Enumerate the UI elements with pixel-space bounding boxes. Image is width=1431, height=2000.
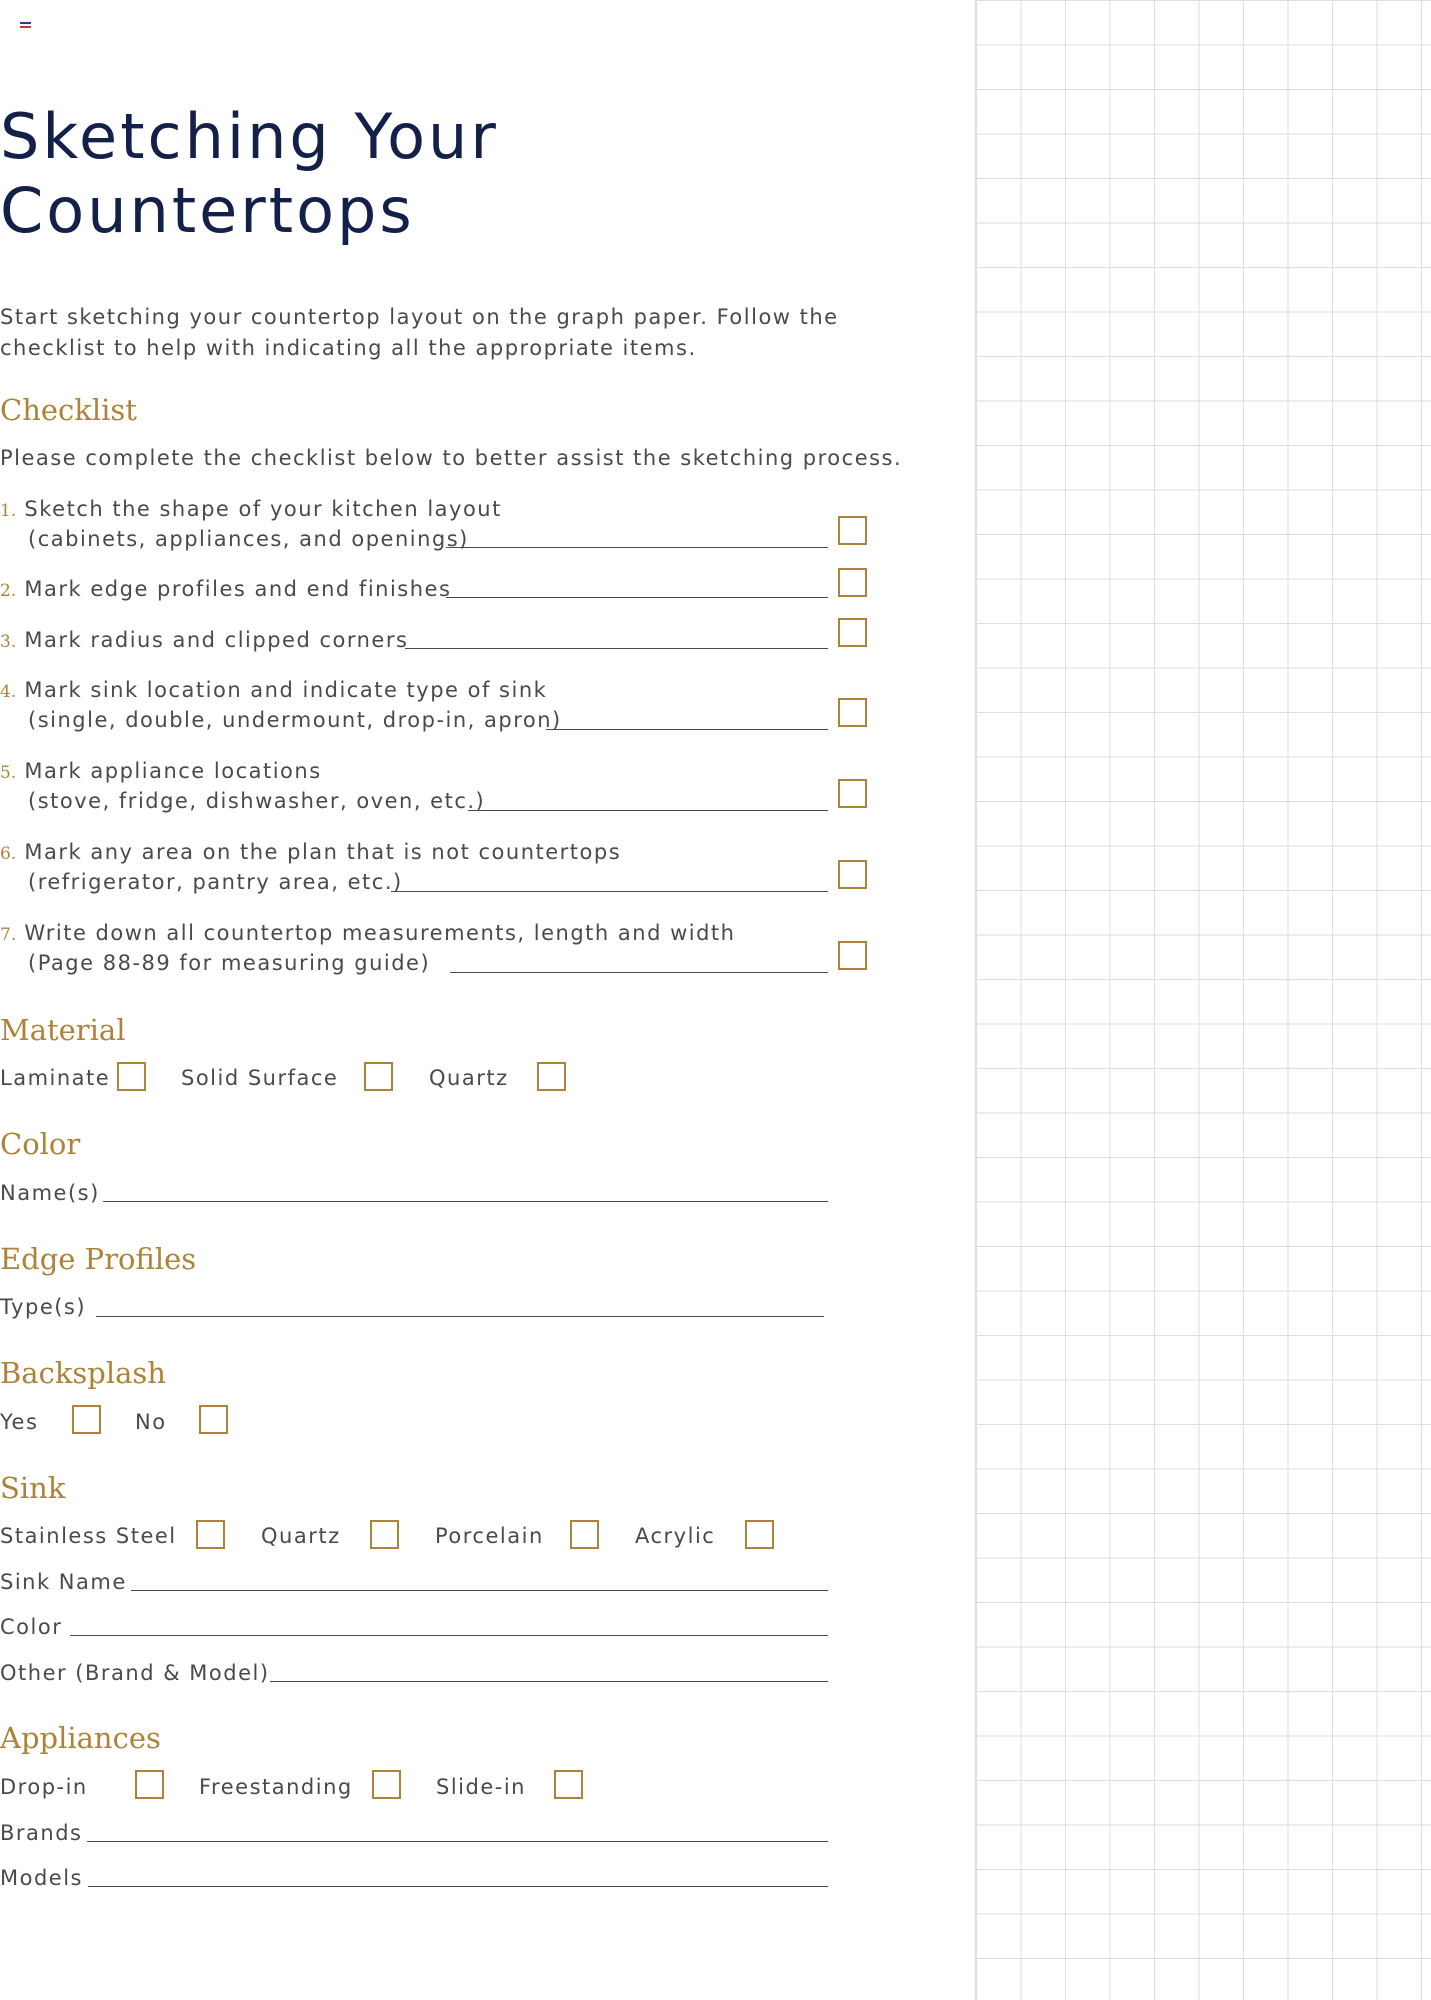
checklist-item-1-detail: (cabinets, appliances, and openings) [28, 527, 469, 551]
checklist-item-4 [0, 675, 547, 707]
appliance-models-field[interactable] [88, 1886, 828, 1887]
checklist-item-3-checkbox[interactable] [838, 618, 867, 647]
checklist-item-1-checkbox[interactable] [838, 516, 867, 545]
page-title [0, 100, 499, 248]
appliance-models-label: Models [0, 1866, 83, 1890]
color-names-field[interactable] [103, 1201, 828, 1202]
sink-color-field[interactable] [70, 1635, 828, 1636]
material-laminate-label: Laminate [0, 1066, 111, 1090]
edge-profiles-heading: Edge Profiles [0, 1242, 197, 1276]
checklist-item-6-detail: (refrigerator, pantry area, etc.) [28, 870, 403, 894]
appliance-slide-in-label: Slide-in [436, 1775, 526, 1799]
checklist-heading: Checklist [0, 393, 137, 427]
logo-icon [20, 22, 31, 30]
checklist-item-6-line [391, 891, 828, 892]
appliance-freestanding-checkbox[interactable] [372, 1770, 401, 1799]
backsplash-no-checkbox[interactable] [199, 1405, 228, 1434]
checklist-item-5-line [468, 810, 828, 811]
color-names-label: Name(s) [0, 1181, 100, 1205]
title-line-1: Sketching Your [0, 100, 499, 173]
material-solid-surface-label: Solid Surface [181, 1066, 339, 1090]
item-number: 3. [0, 632, 17, 652]
checklist-item-2-line [446, 597, 828, 598]
checklist-item-7-checkbox[interactable] [838, 941, 867, 970]
checklist-item-5 [0, 756, 322, 788]
item-text: Sketch the shape of your kitchen layout [24, 497, 502, 521]
item-text: Mark appliance locations [24, 759, 322, 783]
sink-other-field[interactable] [270, 1681, 828, 1682]
backsplash-heading: Backsplash [0, 1356, 166, 1390]
checklist-item-2-checkbox[interactable] [838, 568, 867, 597]
material-heading: Material [0, 1013, 126, 1047]
sink-stainless-checkbox[interactable] [196, 1520, 225, 1549]
appliance-freestanding-label: Freestanding [199, 1775, 353, 1799]
checklist-item-4-detail: (single, double, undermount, drop-in, apron) [28, 708, 562, 732]
checklist-item-3 [0, 625, 408, 657]
appliance-slide-in-checkbox[interactable] [554, 1770, 583, 1799]
checklist-item-2 [0, 574, 451, 606]
checklist-item-7-detail: (Page 88-89 for measuring guide) [28, 951, 431, 975]
checklist-item-6-checkbox[interactable] [838, 860, 867, 889]
item-text: Write down all countertop measurements, length and width [24, 921, 736, 945]
appliance-drop-in-checkbox[interactable] [135, 1770, 164, 1799]
sink-acrylic-checkbox[interactable] [745, 1520, 774, 1549]
checklist-item-7-line [450, 972, 828, 973]
item-number: 2. [0, 581, 17, 601]
checklist-subtitle: Please complete the checklist below to better assist the sketching process. [0, 446, 903, 470]
backsplash-no-label: No [135, 1410, 167, 1434]
color-heading: Color [0, 1127, 81, 1161]
item-text: Mark any area on the plan that is not countertops [24, 840, 622, 864]
checklist-item-7 [0, 918, 735, 950]
edge-types-label: Type(s) [0, 1295, 87, 1319]
appliance-brands-label: Brands [0, 1821, 83, 1845]
intro-text: Start sketching your countertop layout on the graph paper. Follow the checklist to help with indicating all the appropriate items. [0, 305, 839, 360]
item-text: Mark sink location and indicate type of sink [24, 678, 548, 702]
checklist-item-5-checkbox[interactable] [838, 779, 867, 808]
checklist-item-4-line [546, 729, 828, 730]
material-solid-surface-checkbox[interactable] [364, 1062, 393, 1091]
sink-other-label: Other (Brand & Model) [0, 1661, 270, 1685]
checklist-item-5-detail: (stove, fridge, dishwasher, oven, etc.) [28, 789, 486, 813]
sink-color-label: Color [0, 1615, 63, 1639]
material-quartz-checkbox[interactable] [537, 1062, 566, 1091]
sink-heading: Sink [0, 1471, 66, 1505]
title-line-2: Countertops [0, 174, 415, 247]
sink-name-field[interactable] [131, 1590, 828, 1591]
item-number: 6. [0, 844, 17, 864]
graph-paper[interactable] [975, 0, 1431, 2000]
material-laminate-checkbox[interactable] [117, 1062, 146, 1091]
sink-stainless-label: Stainless Steel [0, 1524, 177, 1548]
item-number: 4. [0, 682, 17, 702]
material-quartz-label: Quartz [429, 1066, 509, 1090]
checklist-item-4-checkbox[interactable] [838, 698, 867, 727]
item-text: Mark edge profiles and end finishes [24, 577, 452, 601]
item-number: 7. [0, 925, 17, 945]
appliance-drop-in-label: Drop-in [0, 1775, 88, 1799]
checklist-item-1 [0, 494, 502, 526]
item-number: 5. [0, 763, 17, 783]
appliance-brands-field[interactable] [87, 1841, 828, 1842]
sink-quartz-label: Quartz [261, 1524, 341, 1548]
sink-quartz-checkbox[interactable] [370, 1520, 399, 1549]
sink-name-label: Sink Name [0, 1570, 127, 1594]
sink-porcelain-label: Porcelain [435, 1524, 544, 1548]
item-text: Mark radius and clipped corners [24, 628, 409, 652]
appliances-heading: Appliances [0, 1721, 161, 1755]
checklist-item-1-line [446, 547, 828, 548]
checklist-item-3-line [405, 648, 828, 649]
sink-porcelain-checkbox[interactable] [570, 1520, 599, 1549]
item-number: 1. [0, 501, 17, 521]
edge-types-field[interactable] [96, 1316, 824, 1317]
sink-acrylic-label: Acrylic [635, 1524, 716, 1548]
checklist-item-6 [0, 837, 621, 869]
backsplash-yes-label: Yes [0, 1410, 39, 1434]
backsplash-yes-checkbox[interactable] [72, 1405, 101, 1434]
